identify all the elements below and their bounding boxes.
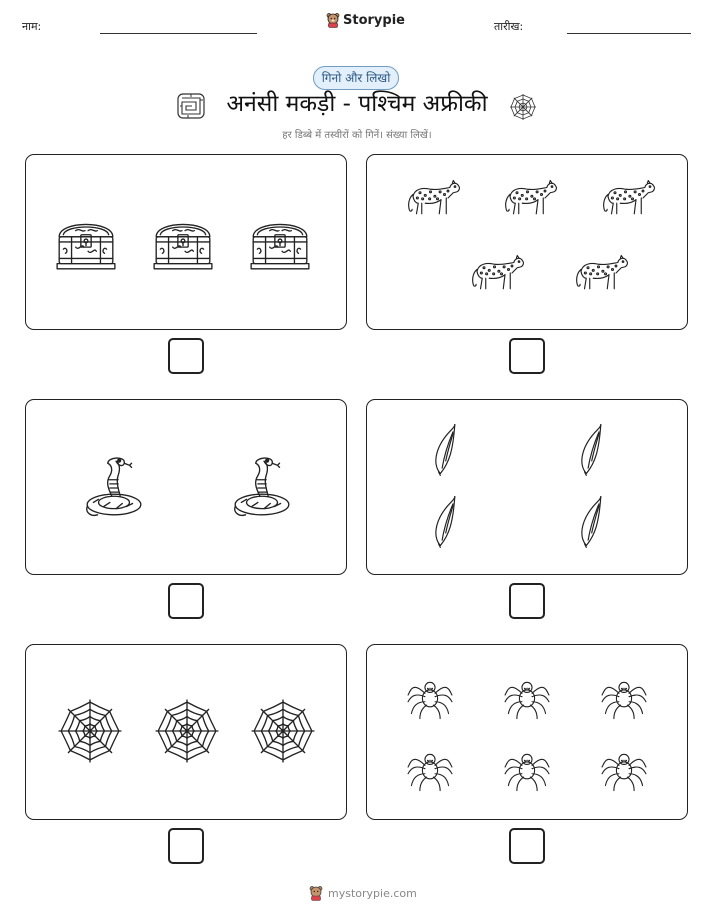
name-label: नाम:	[22, 20, 42, 33]
leaf-icon	[424, 493, 482, 551]
leaf-icon	[570, 421, 628, 479]
bear-mascot-icon	[309, 885, 323, 901]
spider-web-icon	[57, 698, 123, 764]
leopard-icon	[574, 252, 630, 308]
count-card	[366, 154, 688, 330]
spider-icon	[500, 740, 554, 794]
spider-web-icon	[250, 698, 316, 764]
answer-box[interactable]	[509, 338, 545, 374]
answer-box[interactable]	[168, 583, 204, 619]
spider-web-icon	[154, 698, 220, 764]
treasure-chest-icon	[150, 210, 216, 276]
footer	[309, 885, 417, 901]
brand-logo	[326, 12, 405, 28]
snake-icon	[229, 455, 295, 521]
leopard-icon	[470, 252, 526, 308]
name-line[interactable]	[100, 33, 257, 34]
treasure-chest-icon	[247, 210, 313, 276]
leaf-icon	[570, 493, 628, 551]
leopard-icon	[503, 177, 559, 233]
spider-icon	[403, 740, 457, 794]
count-card	[366, 399, 688, 575]
spider-web-icon	[508, 92, 538, 122]
spider-icon	[403, 668, 457, 722]
page-title: अनंसी मकड़ी - पश्चिम अफ्रीकी	[226, 91, 488, 117]
date-line[interactable]	[567, 33, 691, 34]
count-card	[25, 644, 347, 820]
leopard-icon	[601, 177, 657, 233]
spider-icon	[500, 668, 554, 722]
answer-box[interactable]	[509, 828, 545, 864]
spider-icon	[597, 668, 651, 722]
count-card	[366, 644, 688, 820]
answer-box[interactable]	[168, 828, 204, 864]
bear-mascot-icon	[326, 12, 340, 28]
count-card	[25, 399, 347, 575]
spider-icon	[597, 740, 651, 794]
treasure-chest-icon	[53, 210, 119, 276]
date-label: तारीख:	[494, 20, 524, 33]
count-card	[25, 154, 347, 330]
answer-box[interactable]	[168, 338, 204, 374]
leaf-icon	[424, 421, 482, 479]
brand-name: Storypie	[343, 12, 405, 28]
leopard-icon	[406, 177, 462, 233]
instruction-text: हर डिब्बे में तस्वीरों को गिनें। संख्या लिखें।	[282, 130, 432, 141]
activity-tag: गिनो और लिखो	[313, 66, 399, 90]
answer-box[interactable]	[509, 583, 545, 619]
snake-icon	[81, 455, 147, 521]
footer-url: mystorypie.com	[328, 886, 417, 900]
